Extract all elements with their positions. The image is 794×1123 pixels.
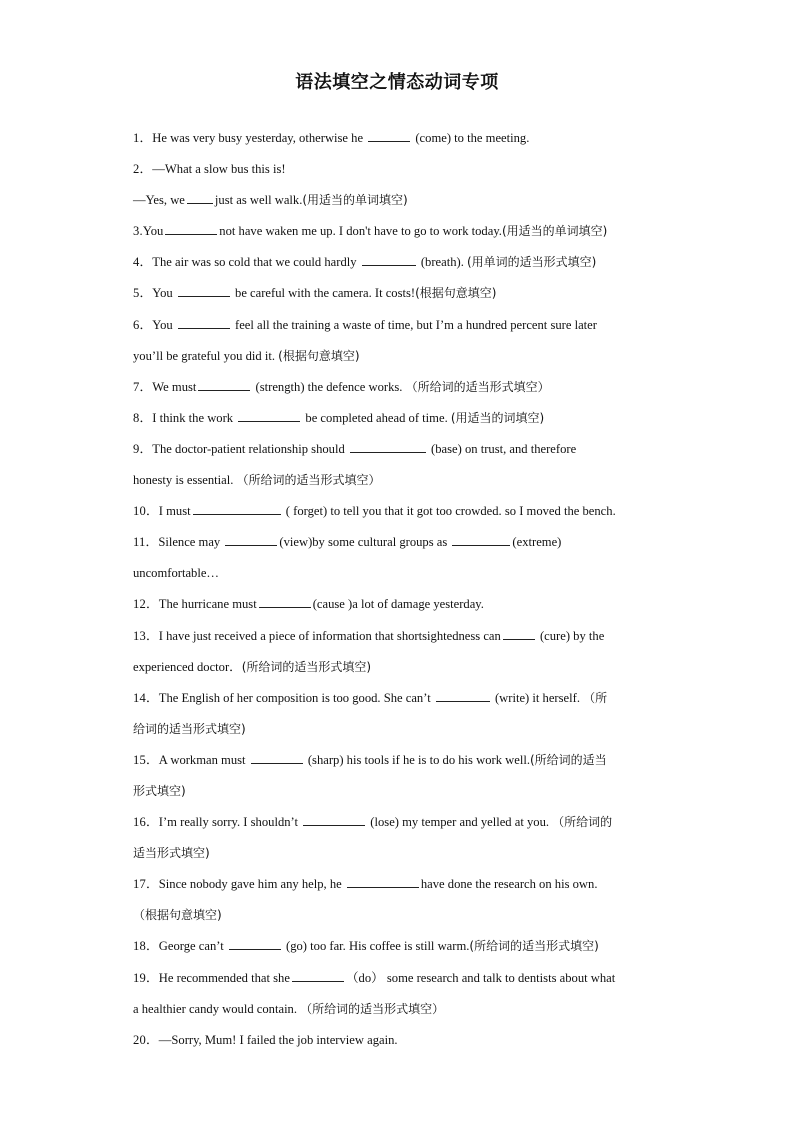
question-line: [133, 621, 663, 652]
question-text: He recommended that she: [158, 970, 290, 985]
question-line: [133, 683, 663, 714]
instruction-text: (所给词的适当形式填空): [469, 939, 599, 954]
instruction-text: （所给词的适当形式填空）: [300, 1001, 445, 1016]
question-number: 6．: [133, 317, 153, 332]
question-text: Silence may: [158, 535, 224, 550]
question-line: [133, 465, 663, 496]
instruction-text: (根据句意填空): [278, 348, 360, 363]
question-number: 17．: [133, 877, 159, 892]
question-text-after: be careful with the camera. It costs!: [231, 286, 416, 301]
instruction-text: （所给词的适当形式填空）: [405, 379, 550, 394]
question-text: a healthier candy would contain.: [133, 1001, 301, 1016]
question-text-after: (lose) my temper and yelled at you.: [367, 815, 553, 830]
question-text-after: (extreme): [512, 535, 562, 550]
question-line: [133, 652, 663, 683]
question-text-after: (come) to the meeting.: [412, 131, 530, 145]
question-line: [133, 745, 663, 776]
question-line: [133, 372, 663, 403]
answer-blank[interactable]: [251, 751, 303, 764]
question-text: uncomfortable…: [133, 566, 220, 581]
instruction-text: 给词的适当形式填空): [133, 721, 246, 736]
question-text-after: feel all the training a waste of time, but I’m a hundred percent sure later: [231, 317, 597, 332]
question-text: You: [142, 224, 164, 239]
question-number: 15．: [133, 752, 159, 767]
instruction-text: （所给词的适当形式填空）: [236, 473, 381, 488]
answer-blank[interactable]: [187, 191, 213, 204]
question-text-after: （do） some research and talk to dentists about what: [345, 970, 616, 985]
question-text-after: (sharp) his tools if he is to do his work well.: [304, 752, 530, 767]
question-text: experienced doctor．: [133, 659, 242, 674]
instruction-text: (根据句意填空): [415, 286, 497, 301]
question-text: you’ll be grateful you did it.: [133, 348, 279, 363]
question-text: I must: [158, 504, 191, 519]
instruction-text: (用适当的单词填空): [501, 224, 608, 239]
question-line: [133, 123, 663, 154]
question-text: —What a slow bus this is!: [152, 162, 286, 177]
question-text: The hurricane must: [158, 597, 257, 612]
instruction-text: （所: [583, 690, 608, 705]
question-line: [133, 278, 663, 309]
question-text: The English of her composition is too good. She can’t: [158, 690, 434, 705]
question-line: [133, 216, 663, 247]
question-line: [133, 247, 663, 278]
answer-blank[interactable]: [165, 222, 217, 235]
answer-blank[interactable]: [238, 409, 300, 422]
answer-blank[interactable]: [178, 284, 230, 297]
question-text: The air was so cold that we could hardly: [152, 255, 360, 270]
question-line: [133, 434, 663, 465]
question-number: 8．: [133, 410, 153, 425]
question-text-after: (write) it herself.: [491, 690, 584, 705]
question-text: He was very busy yesterday, otherwise he: [152, 131, 367, 145]
question-text-after: (base) on trust, and therefore: [427, 441, 577, 456]
question-text: I have just received a piece of information that shortsightedness can: [158, 628, 501, 643]
question-text-after: (breath).: [417, 255, 467, 270]
question-line: [133, 931, 663, 962]
answer-blank[interactable]: [198, 378, 250, 391]
question-line: [133, 807, 663, 838]
question-number: 20．: [133, 1032, 159, 1047]
question-line: [133, 776, 663, 807]
question-line: [133, 185, 663, 216]
question-text-after: (strength) the defence works.: [252, 379, 406, 394]
question-list: [133, 123, 663, 1056]
question-line: [133, 558, 663, 589]
instruction-text: (用单词的适当形式填空): [467, 255, 597, 270]
question-number: 14．: [133, 690, 159, 705]
answer-blank[interactable]: [347, 875, 419, 888]
answer-blank[interactable]: [362, 253, 416, 266]
question-line: [133, 838, 663, 869]
question-number: 5．: [133, 286, 153, 301]
question-line: [133, 310, 663, 341]
question-text: —Yes, we: [133, 193, 185, 208]
answer-blank[interactable]: [436, 689, 490, 702]
question-text: We must: [152, 379, 197, 394]
instruction-text: （根据句意填空): [133, 908, 222, 923]
answer-blank[interactable]: [259, 595, 311, 608]
instruction-text: (所给词的适当形式填空): [241, 659, 372, 674]
instruction-text: (所给词的适当: [529, 752, 607, 767]
answer-blank[interactable]: [303, 813, 365, 826]
answer-blank[interactable]: [368, 129, 410, 142]
question-number: 13．: [133, 628, 159, 643]
question-text-after: ( forget) to tell you that it got too crowded. so I moved the bench.: [282, 504, 616, 519]
answer-blank[interactable]: [452, 533, 510, 546]
question-line: [133, 869, 663, 900]
question-number: 7．: [133, 379, 153, 394]
question-text: You: [152, 317, 176, 332]
question-number: 4．: [133, 255, 153, 270]
answer-blank[interactable]: [350, 440, 426, 453]
question-number: 11．: [133, 535, 159, 550]
question-line: [133, 963, 663, 994]
question-line: [133, 994, 663, 1025]
answer-blank[interactable]: [503, 627, 535, 640]
instruction-text: 适当形式填空): [133, 846, 210, 861]
question-text-after: (cause )a lot of damage yesterday.: [312, 597, 484, 612]
answer-blank[interactable]: [193, 502, 281, 515]
answer-blank[interactable]: [225, 533, 277, 546]
question-text: A workman must: [158, 752, 249, 767]
answer-blank[interactable]: [292, 969, 344, 982]
question-line: [133, 589, 663, 620]
question-text: I’m really sorry. I shouldn’t: [158, 815, 302, 830]
question-text-after: not have waken me up. I don't have to go to work today.: [219, 224, 502, 239]
instruction-text: (用适当的单词填空): [302, 193, 408, 208]
question-text-after: just as well walk.: [214, 193, 303, 208]
question-text-after: have done the research on his own.: [420, 877, 598, 892]
question-line: [133, 154, 663, 185]
question-text: The doctor-patient relationship should: [152, 441, 348, 456]
question-line: [133, 1025, 663, 1056]
question-text-after: (view)by some cultural groups as: [279, 535, 451, 550]
question-text: You: [152, 286, 176, 301]
question-number: 3.: [133, 224, 143, 239]
question-number: 1．: [133, 131, 153, 145]
question-text: —Sorry, Mum! I failed the job interview again.: [158, 1032, 398, 1047]
question-line: [133, 527, 663, 558]
question-text: honesty is essential.: [133, 473, 237, 488]
question-number: 18．: [133, 939, 159, 954]
page-title: 语法填空之情态动词专项: [295, 72, 499, 93]
question-line: [133, 714, 663, 745]
question-number: 12．: [133, 597, 159, 612]
question-text: I think the work: [152, 410, 237, 425]
question-number: 19．: [133, 970, 159, 985]
question-text-after: be completed ahead of time.: [302, 410, 451, 425]
question-line: [133, 403, 663, 434]
question-number: 2．: [133, 162, 153, 177]
question-number: 16．: [133, 815, 159, 830]
answer-blank[interactable]: [229, 937, 281, 950]
question-line: [133, 900, 663, 931]
instruction-text: 形式填空): [133, 783, 186, 798]
question-line: [133, 341, 663, 372]
question-number: 10．: [133, 504, 159, 519]
question-text-after: (go) too far. His coffee is still warm.: [282, 939, 470, 954]
question-line: [133, 496, 663, 527]
answer-blank[interactable]: [178, 316, 230, 329]
question-number: 9．: [133, 441, 153, 456]
instruction-text: (用适当的词填空): [450, 410, 545, 425]
instruction-text: （所给词的: [552, 815, 613, 830]
question-text: George can’t: [158, 939, 227, 954]
question-text: Since nobody gave him any help, he: [158, 877, 345, 892]
question-text-after: (cure) by the: [536, 628, 605, 643]
